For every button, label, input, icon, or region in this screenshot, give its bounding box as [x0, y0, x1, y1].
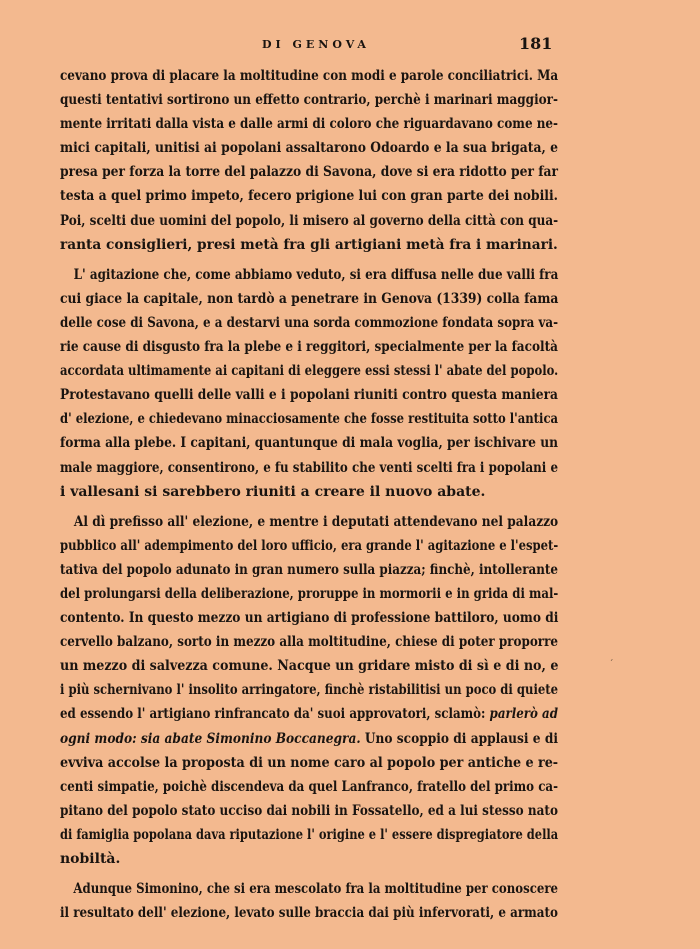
text-line: pitano del popolo stato ucciso dai nobili in Fossatello, ed a lui stesso nato: [60, 802, 558, 819]
text-line: mici capitali, unitisi ai popolani assaltarono Odoardo e la sua brigata, e: [60, 140, 558, 157]
text-line: di famiglia popolana dava riputazione l' origine e l' essere dispregiatore della: [60, 826, 559, 843]
text-line: d' elezione, e chiedevano minacciosamente che fosse restituita sotto l'antica: [60, 411, 559, 428]
text-line: forma alla plebe. I capitani, quantunque di mala voglia, per ischivare un: [60, 435, 559, 452]
text-line: un mezzo di salvezza comune. Nacque un gridare misto di sì e di no, e: [60, 658, 559, 675]
text-line: evviva accolse la proposta di un nome caro al popolo per antiche e re-: [60, 754, 559, 771]
page-header: [0, 34, 700, 56]
text-line: Protestavano quelli delle valli e i popolani riuniti contro questa maniera: [60, 387, 558, 404]
text-line: rie cause di disgusto fra la plebe e i reggitori, specialmente per la facoltà: [60, 339, 558, 356]
text-line: [60, 727, 558, 751]
body-text: [60, 64, 558, 925]
text-line: pubblico all' adempimento del loro ufficio, era grande l' agitazione e l'espet-: [60, 537, 559, 554]
text-line: i vallesani si sarebbero riuniti a creare il nuovo abate.: [60, 483, 486, 500]
italic-quote: ogni modo: sia abate Simonino Boccanegra.: [60, 730, 361, 747]
paragraph-start-line: Al dì prefisso all' elezione, e mentre i deputati attendevano nel palazzo: [73, 513, 559, 530]
running-head: DI GENOVA: [262, 38, 370, 51]
text-line: mente irritati dalla vista e dalle armi di coloro che riguardavano come ne-: [60, 116, 558, 133]
page-number: 181: [519, 34, 553, 53]
text-line: questi tentativi sortirono un effetto contrario, perchè i marinari maggior-: [60, 92, 558, 109]
text-line: i più schernivano l' insolito arringatore, finchè ristabilitisi un poco di quiete: [60, 682, 559, 699]
text-run: ed essendo l' artigiano rinfrancato da' suoi approvatori, sclamò:: [60, 706, 490, 723]
text-line: presa per forza la torre del palazzo di Savona, dove si era ridotto per far: [60, 164, 558, 181]
text-line: delle cose di Savona, e a destarvi una sorda commozione fondata sopra va-: [60, 314, 559, 331]
text-run: Uno scoppio di applausi e di: [360, 730, 558, 747]
text-line: cevano prova di placare la moltitudine con modi e parole conciliatrici. Ma: [60, 68, 559, 84]
paragraph-start-line: Adunque Simonino, che si era mescolato fra la moltitudine per conoscere: [73, 881, 559, 898]
italic-quote: parlerò ad: [489, 706, 558, 723]
text-line: male maggiore, consentirono, e fu stabilito che venti scelti fra i popolani e: [60, 459, 558, 476]
text-line: cervello balzano, sorto in mezzo alla moltitudine, chiese di poter proporre: [60, 634, 558, 651]
text-line: del prolungarsi della deliberazione, proruppe in mormorii e in grida di mal-: [60, 585, 559, 602]
stray-mark: ´: [609, 660, 614, 670]
text-line: [60, 702, 558, 726]
text-line: testa a quel primo impeto, fecero prigione lui con gran parte dei nobili.: [60, 188, 558, 205]
text-line: il resultato dell' elezione, levato sulle braccia dai più infervorati, e armato: [60, 905, 558, 922]
text-line: accordata ultimamente ai capitani di eleggere essi stessi l' abate del popolo.: [60, 363, 559, 380]
text-line: ranta consiglieri, presi metà fra gli artigiani metà fra i marinari.: [60, 236, 558, 253]
text-line: nobiltà.: [60, 851, 121, 867]
text-line: Poi, scelti due uomini del popolo, li misero al governo della città con qua-: [60, 212, 559, 229]
text-line: contento. In questo mezzo un artigiano di professione battiloro, uomo di: [60, 610, 559, 627]
text-line: cui giace la capitale, non tardò a penetrare in Genova (1339) colla fama: [60, 290, 559, 307]
text-line: tativa del popolo adunato in gran numero sulla piazza; finchè, intollerante: [60, 561, 558, 578]
text-line: centi simpatie, poichè discendeva da quel Lanfranco, fratello del primo ca-: [60, 778, 558, 795]
paragraph-start-line: L' agitazione che, come abbiamo veduto, si era diffusa nelle due valli fra: [73, 266, 559, 283]
